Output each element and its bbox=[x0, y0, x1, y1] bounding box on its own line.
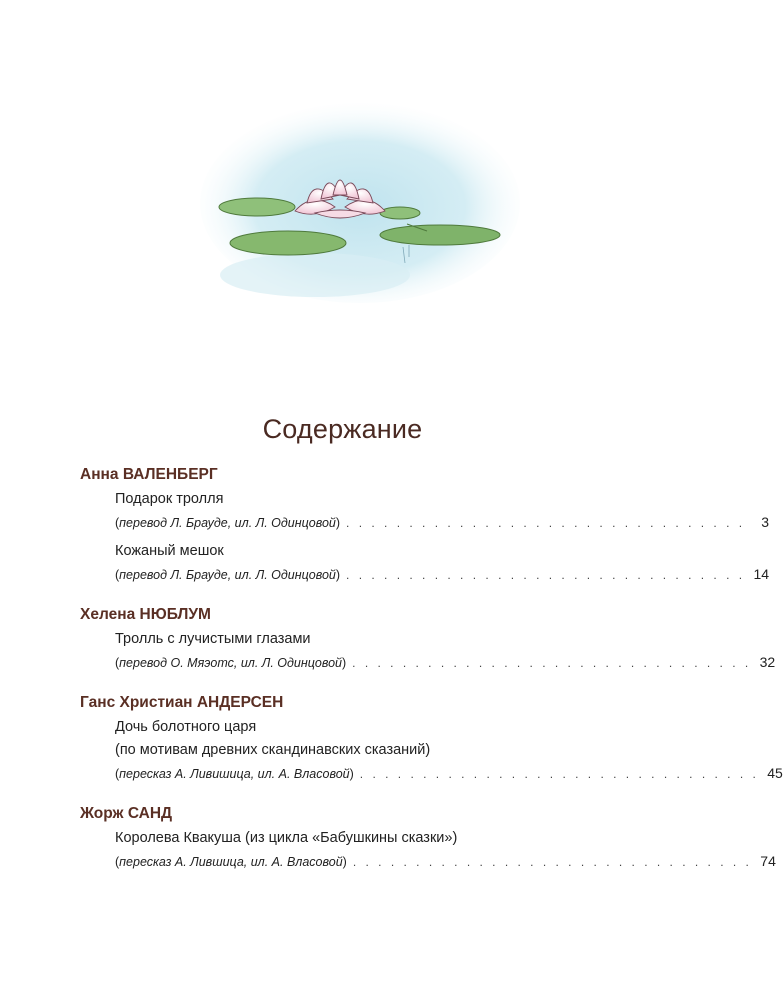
toc-author: Хелена НЮБЛУМ bbox=[80, 606, 211, 623]
toc-page-number: 45 bbox=[767, 765, 783, 781]
toc-entry-credit: (пересказ А. Лившица, ил. А. Власовой) bbox=[115, 855, 347, 869]
toc-entry-title: Дочь болотного царя bbox=[115, 719, 257, 735]
toc-entry[interactable] bbox=[80, 488, 770, 534]
toc-author: Жорж САНД bbox=[80, 805, 173, 822]
toc-entry-title: Подарок тролля bbox=[115, 491, 224, 507]
toc-page-number: 3 bbox=[761, 514, 770, 530]
toc-entry-credit: (перевод Л. Брауде, ил. Л. Одинцовой) bbox=[115, 568, 341, 582]
toc-entry[interactable] bbox=[80, 716, 783, 785]
toc-page-number: 32 bbox=[759, 654, 776, 670]
dot-leader: . . . . . . . . . . . . . . . . . . . . . . . . . . . . . . . . bbox=[359, 767, 759, 781]
toc-entry-credit: (перевод О. Мяэотс, ил. Л. Одинцовой) bbox=[115, 656, 347, 670]
toc-author: Ганс Христиан АНДЕРСЕН bbox=[80, 694, 284, 711]
toc-page-number: 14 bbox=[753, 566, 770, 582]
water-lily-illustration bbox=[195, 95, 525, 310]
dot-leader: . . . . . . . . . . . . . . . . . . . . . . . . . . . . . . . . bbox=[352, 855, 752, 869]
toc-author: Анна ВАЛЕНБЕРГ bbox=[80, 466, 218, 483]
toc-entry[interactable] bbox=[80, 540, 770, 586]
water-lily-icon bbox=[195, 95, 525, 310]
toc-entry[interactable] bbox=[80, 628, 776, 674]
toc-entry-title: Кожаный мешок bbox=[115, 543, 224, 559]
toc-entry-credit: (пересказ А. Ливишица, ил. А. Власовой) bbox=[115, 767, 354, 781]
toc-entry-title: Королева Квакуша (из цикла «Бабушкины сказки») bbox=[115, 830, 458, 846]
toc-entry-subtitle: (по мотивам древних скандинавских сказаний) bbox=[115, 742, 431, 758]
dot-leader: . . . . . . . . . . . . . . . . . . . . . . . . . . . . . . . . bbox=[352, 656, 752, 670]
table-of-contents bbox=[80, 462, 783, 873]
toc-page-number: 74 bbox=[760, 853, 776, 869]
dot-leader: . . . . . . . . . . . . . . . . . . . . . . . . . . . . . . . . bbox=[346, 568, 746, 582]
toc-entry-credit: (перевод Л. Брауде, ил. Л. Одинцовой) bbox=[115, 516, 341, 530]
toc-entry-title: Тролль с лучистыми глазами bbox=[115, 631, 311, 647]
dot-leader: . . . . . . . . . . . . . . . . . . . . . . . . . . . . . . . . bbox=[346, 516, 746, 530]
toc-entry[interactable] bbox=[80, 827, 776, 873]
page-title: Содержание bbox=[262, 414, 423, 444]
